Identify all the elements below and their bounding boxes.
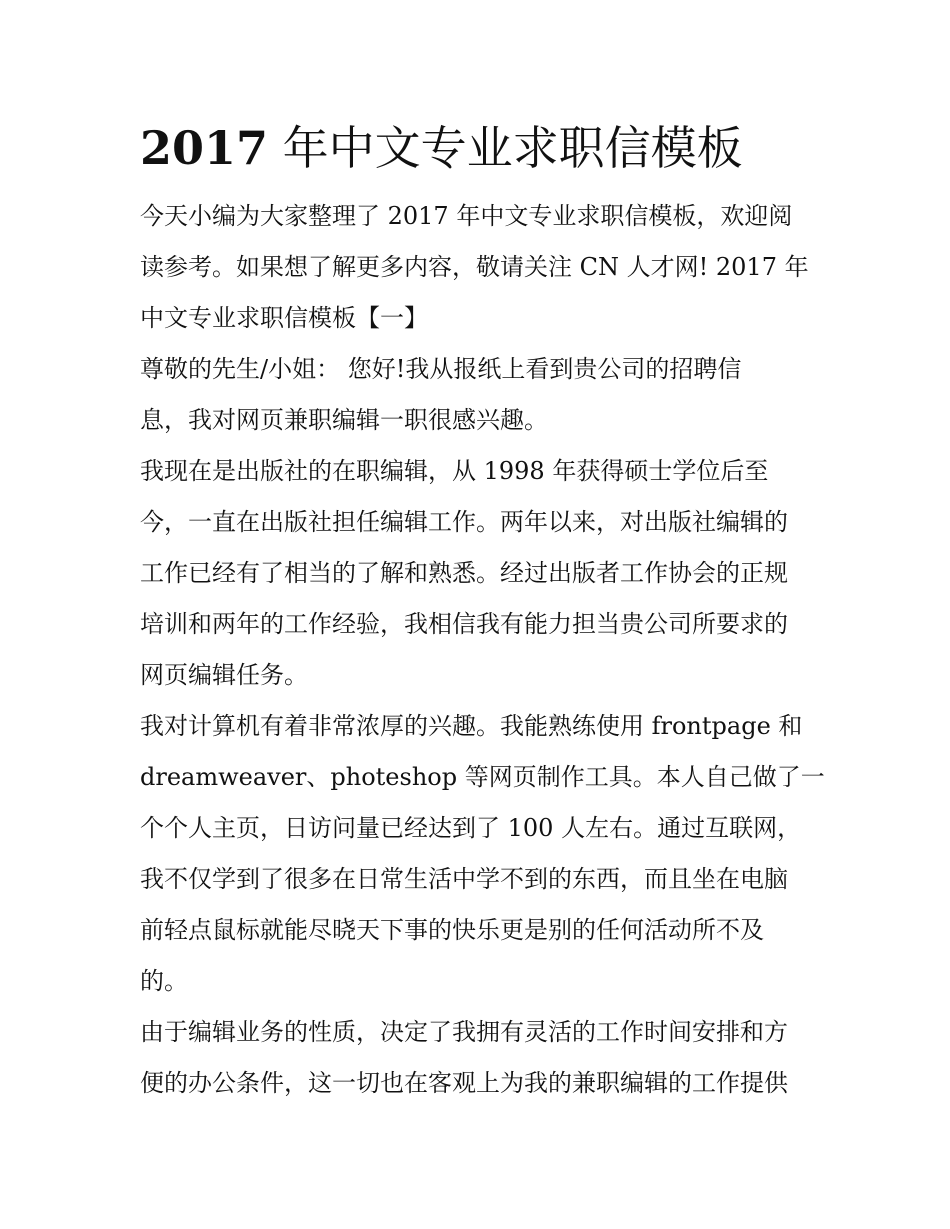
paragraph-computer-skills (140, 706, 825, 1001)
text-line: 培训和两年的工作经验，我相信我有能力担当贵公司所要求的 (140, 610, 788, 638)
text-line: 我对计算机有着非常浓厚的兴趣。我能熟练使用 frontpage 和 (140, 712, 803, 740)
document-page (140, 112, 825, 1114)
text-line: 息，我对网页兼职编辑一职很感兴趣。 (140, 406, 548, 434)
paragraph-intro (140, 196, 820, 338)
text-line: 我不仅学到了很多在日常生活中学不到的东西，而且坐在电脑 (140, 865, 788, 893)
text-line: 前轻点鼠标就能尽晓天下事的快乐更是别的任何活动所不及 (140, 916, 764, 944)
text-line: 工作已经有了相当的了解和熟悉。经过出版者工作协会的正规 (140, 559, 788, 587)
text-line: 尊敬的先生/小姐： 您好!我从报纸上看到贵公司的招聘信 (140, 355, 742, 383)
text-line: 网页编辑任务。 (140, 661, 308, 689)
text-line: 今天小编为大家整理了 2017 年中文专业求职信模板，欢迎阅 (140, 202, 793, 230)
text-line: 由于编辑业务的性质，决定了我拥有灵活的工作时间安排和方 (140, 1018, 788, 1046)
page-title (140, 112, 820, 184)
title-year: 2017 (140, 121, 269, 175)
paragraph-work-conditions (140, 1012, 820, 1103)
paragraph-greeting (140, 349, 820, 440)
text-line: 便的办公条件，这一切也在客观上为我的兼职编辑的工作提供 (140, 1069, 788, 1097)
text-line: 今，一直在出版社担任编辑工作。两年以来，对出版社编辑的 (140, 508, 788, 536)
text-line: 个个人主页，日访问量已经达到了 100 人左右。通过互联网， (140, 814, 802, 842)
text-line: 的。 (140, 967, 188, 995)
text-line: 中文专业求职信模板【一】 (140, 304, 428, 332)
title-text: 年中文专业求职信模板 (282, 121, 743, 175)
text-line: 我现在是出版社的在职编辑，从 1998 年获得硕士学位后至 (140, 457, 769, 485)
paragraph-experience (140, 451, 820, 695)
text-line: dreamweaver、photeshop 等网页制作工具。本人自己做了一 (140, 763, 825, 791)
text-line: 读参考。如果想了解更多内容，敬请关注 CN 人才网! 2017 年 (140, 253, 809, 281)
